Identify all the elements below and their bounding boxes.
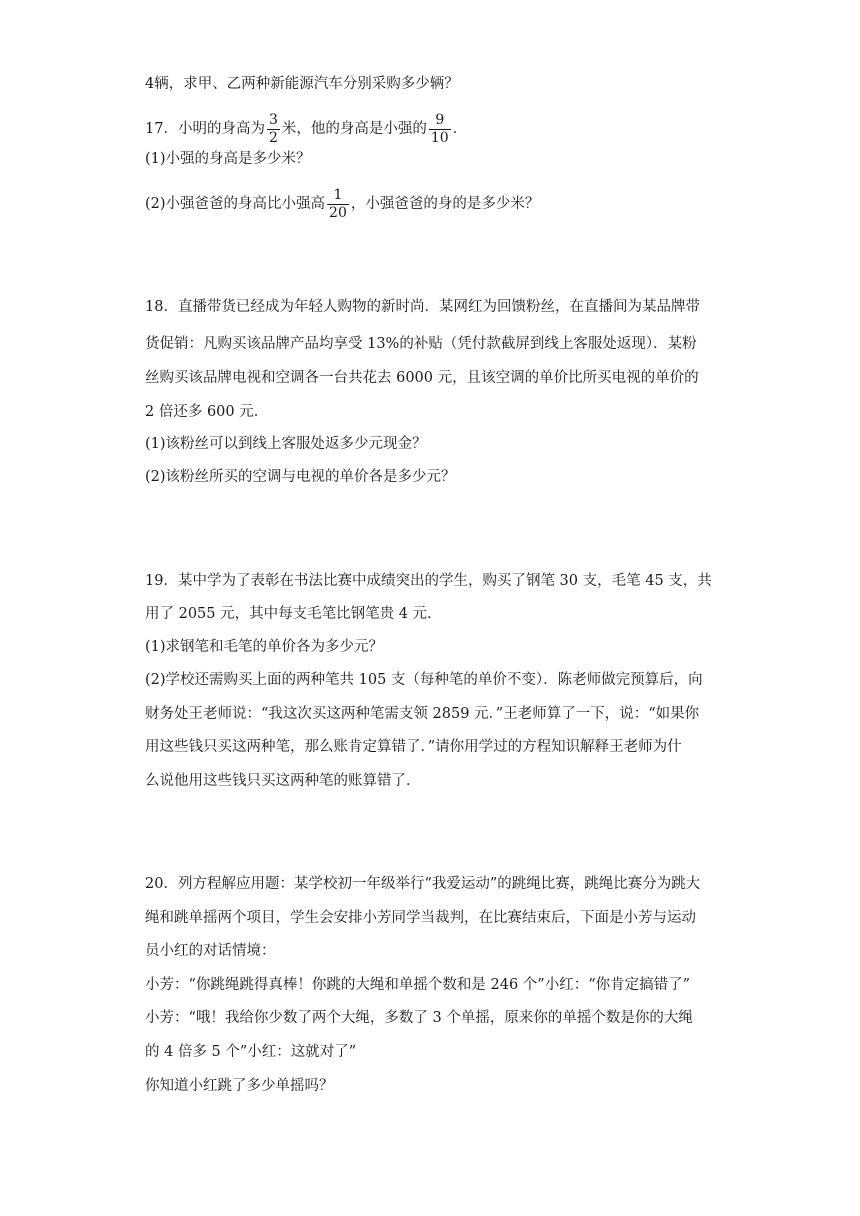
- q19-part1: (1)求钢笔和毛笔的单价各为多少元？: [145, 639, 384, 655]
- fraction-numerator: 1: [327, 188, 349, 205]
- q20-line2: 绳和跳单摇两个项目，学生会安排小芳同学当裁判，在比赛结束后，下面是小芳与运动: [145, 910, 696, 926]
- q20-line4: 小芳：“你跳绳跳得真棒！你跳的大绳和单摇个数和是 246 个”小红：“你肯定搞错了”: [145, 977, 691, 993]
- q17-part2: [145, 188, 539, 220]
- q18-line3: 丝购买该品牌电视和空调各一台共花去 6000 元，且该空调的单价比所买电视的单价的: [145, 370, 699, 386]
- q16-tail: 4辆，求甲、乙两种新能源汽车分别采购多少辆？: [145, 76, 459, 92]
- q20-line3: 员小红的对话情境：: [145, 943, 276, 959]
- q20-line6: 的 4 倍多 5 个”小红：这就对了”: [145, 1044, 357, 1060]
- q19-line2: 用了 2055 元，其中每支毛笔比钢笔贵 4 元．: [145, 606, 442, 622]
- q17-stem-b: 米，他的身高是小强的: [281, 121, 427, 138]
- fraction-numerator: 9: [429, 113, 451, 130]
- q20-line7: 你知道小红跳了多少单摇吗？: [145, 1078, 334, 1094]
- q18-part2: (2)该粉丝所买的空调与电视的单价各是多少元？: [145, 469, 456, 485]
- q18-part1: (1)该粉丝可以到线上客服处返多少元现金？: [145, 436, 427, 452]
- q19-line6: 么说他用这些钱只买这两种笔的账算错了．: [145, 773, 421, 789]
- q20-line1: 20．列方程解应用题：某学校初一年级举行“我爱运动”的跳绳比赛，跳绳比赛分为跳大: [145, 876, 701, 892]
- q20-line5: 小芳：“哦！我给你少数了两个大绳，多数了 3 个单摇，原来你的单摇个数是你的大绳: [145, 1010, 693, 1026]
- fraction-numerator: 3: [268, 112, 278, 128]
- q17-part2-a: (2)小强爸爸的身高比小强高: [145, 196, 326, 213]
- q18-line1: 18．直播带货已经成为年轻人购物的新时尚．某网红为回馈粉丝，在直播间为某品牌带: [145, 299, 700, 315]
- q17-stem-c: ．: [452, 121, 468, 138]
- q17-fraction-height: [267, 113, 280, 145]
- fraction-denominator: 2: [268, 129, 278, 146]
- q17-fraction-extra: [327, 188, 349, 220]
- q17-part1: (1)小强的身高是多少米？: [145, 151, 311, 167]
- q17-fraction-ratio: [429, 113, 451, 145]
- q19-line3: (2)学校还需购买上面的两种笔共 105 支（每种笔的单价不变）．陈老师做完预算后，向: [145, 672, 703, 688]
- q18-line4: 2 倍还多 600 元．: [145, 404, 269, 420]
- fraction-denominator: 10: [430, 129, 449, 146]
- q18-line2: 货促销：凡购买该品牌产品均享受 13%的补贴（凭付款截屏到线上客服处返现）．某粉: [145, 336, 697, 352]
- q19-line4: 财务处王老师说：“我这次买这两种笔需支领 2859 元．”王老师算了一下，说：“如果你: [145, 706, 700, 722]
- q19-line1: 19．某中学为了表彰在书法比赛中成绩突出的学生，购买了钢笔 30 支，毛笔 45 支，共: [145, 573, 712, 589]
- q17-stem: [145, 113, 467, 145]
- q17-part2-b: ，小强爸爸的身的是多少米？: [350, 196, 540, 213]
- q19-line5: 用这些钱只买这两种笔，那么账肯定算错了．”请你用学过的方程知识解释王老师为什: [145, 739, 682, 755]
- q17-stem-a: 17．小明的身高为: [145, 121, 265, 138]
- fraction-denominator: 20: [329, 204, 347, 221]
